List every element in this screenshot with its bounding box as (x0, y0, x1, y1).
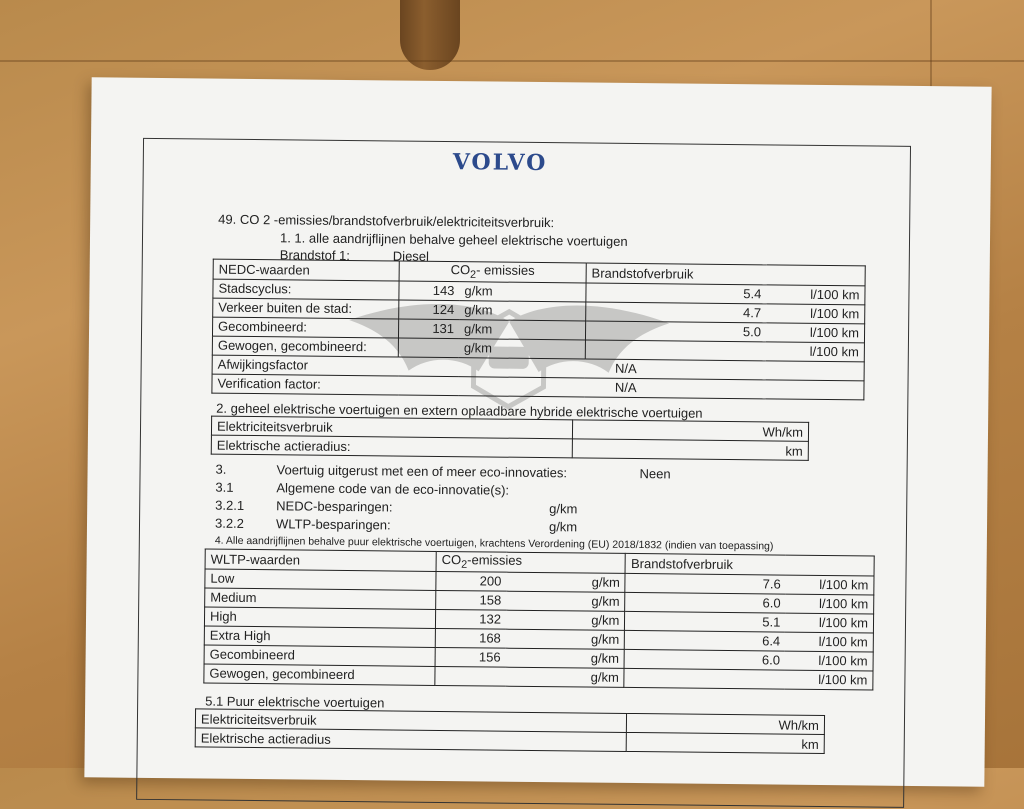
seat-seam (0, 60, 1024, 62)
row-label: Elektrische actieradius: (211, 435, 572, 458)
co2-unit: g/km (459, 319, 586, 339)
section-51-title: 5.1 Puur elektrische voertuigen (205, 693, 385, 711)
fuel-value: 6.0 (624, 649, 785, 670)
row-label: Gewogen, gecombineerd (204, 664, 435, 685)
fuel-value: 7.6 (625, 573, 786, 594)
co2-unit: g/km (459, 281, 586, 301)
fuel-value: 4.7 (586, 302, 767, 323)
co2-unit: g/km (506, 648, 625, 668)
fuel-value: 6.0 (625, 592, 786, 613)
item-num: 3.1 (215, 479, 234, 495)
fuel-unit: l/100 km (786, 575, 874, 595)
nedc-header-co2: $CO_2-$ emissies (399, 261, 586, 283)
item-text: NEDC-besparingen: (276, 498, 393, 515)
co2-unit: g/km (505, 667, 624, 687)
row-label: Gecombineerd: (212, 317, 398, 338)
afwijking-label: Afwijkingsfactor (212, 355, 585, 378)
fuel-unit: l/100 km (785, 670, 873, 690)
row-label: Gecombineerd (204, 645, 435, 666)
fuel-unit: l/100 km (785, 651, 873, 671)
item-num: 3.2.2 (214, 515, 245, 531)
row-label: Stadscyclus: (213, 279, 399, 300)
verification-value: N/A (585, 378, 864, 400)
coc-document (84, 77, 991, 786)
row-label: Low (205, 569, 436, 590)
fuel-unit: l/100 km (786, 594, 874, 614)
section-49-sub: 1. 1. alle aandrijflijnen behalve geheel elektrische voertuigen (279, 230, 628, 249)
item-text: Voertuig uitgerust met een of meer eco-innovaties: (276, 462, 568, 481)
fuel-unit: l/100 km (766, 341, 865, 361)
co2-unit: g/km (459, 300, 586, 320)
fuel-label: Brandstof 1: (279, 247, 351, 264)
co2-value: 132 (435, 609, 506, 629)
fuel-value: 5.4 (586, 283, 767, 304)
fuel-value (585, 340, 766, 361)
item-num: 3.2.1 (215, 497, 245, 513)
item-text: Algemene code van de eco-innovatie(s): (276, 480, 510, 498)
section-49-heading: 49. CO 2 -emissies/brandstofverbruik/elektriciteitsverbruik: (218, 211, 555, 231)
co2-value: 124 (399, 300, 460, 320)
item-value: g/km (548, 519, 578, 535)
wltp-table (203, 549, 874, 691)
co2-unit: g/km (459, 338, 586, 358)
co2-value: 156 (435, 647, 506, 667)
fuel-unit: l/100 km (766, 303, 865, 323)
row-label: Medium (205, 588, 436, 609)
fuel-unit: l/100 km (785, 632, 873, 652)
fuel-value (624, 668, 785, 689)
row-label: Elektrische actieradius (195, 728, 626, 752)
row-label: Extra High (204, 626, 435, 647)
verification-label: Verification factor: (212, 374, 585, 397)
section-4-title: 4. Alle aandrijflijnen behalve puur elektrische voertuigen, krachtens Verordening (EU) 2018/1832 (indien van toepassing) (214, 534, 774, 553)
co2-value (398, 338, 459, 358)
co2-unit: g/km (506, 629, 625, 649)
nedc-table (211, 259, 865, 400)
co2-value: 131 (398, 319, 459, 339)
brand-logo: VOLVO (452, 149, 548, 177)
nedc-header-fuel: Brandstofverbruik (586, 263, 865, 286)
wltp-header-label: WLTP-waarden (205, 549, 436, 571)
nedc-header-label: NEDC-waarden (213, 259, 399, 281)
unit: Wh/km (572, 420, 808, 441)
co2-unit: g/km (506, 610, 625, 630)
item-num: 3. (215, 461, 227, 477)
fuel-value: 5.1 (625, 611, 786, 632)
section-2-table (211, 416, 809, 461)
co2-value (435, 666, 506, 686)
co2-value: 168 (435, 628, 506, 648)
item-value: Neen (639, 466, 671, 482)
row-label: Verkeer buiten de stad: (213, 298, 399, 319)
row-label: High (204, 607, 435, 628)
fuel-value: 5.0 (585, 321, 766, 342)
item-text: WLTP-besparingen: (275, 516, 391, 533)
unit: km (572, 439, 808, 460)
item-value: g/km (549, 501, 578, 517)
section-51-table (195, 708, 825, 754)
wltp-header-fuel: Brandstofverbruik (625, 553, 874, 575)
wltp-header-co2: $CO_2$-emissies (436, 551, 626, 573)
co2-unit: g/km (506, 572, 625, 592)
row-label: Elektriciteitsverbruik (211, 416, 572, 439)
co2-value: 158 (436, 590, 507, 610)
unit: Wh/km (626, 713, 824, 734)
fuel-value: 6.4 (625, 630, 786, 651)
fuel-unit: l/100 km (785, 613, 873, 633)
co2-value: 143 (399, 281, 460, 301)
co2-unit: g/km (506, 591, 625, 611)
section-2-title: 2. geheel elektrische voertuigen en extern oplaadbare hybride elektrische voertuigen (216, 400, 703, 421)
row-label: Elektriciteitsverbruik (195, 709, 626, 733)
afwijking-value: N/A (585, 359, 864, 381)
fuel-unit: l/100 km (766, 322, 865, 342)
unit: km (626, 732, 824, 753)
co2-value: 200 (436, 571, 507, 591)
row-label: Gewogen, gecombineerd: (212, 336, 398, 357)
fuel-unit: l/100 km (766, 284, 865, 304)
fuel-value: Diesel (392, 248, 430, 264)
